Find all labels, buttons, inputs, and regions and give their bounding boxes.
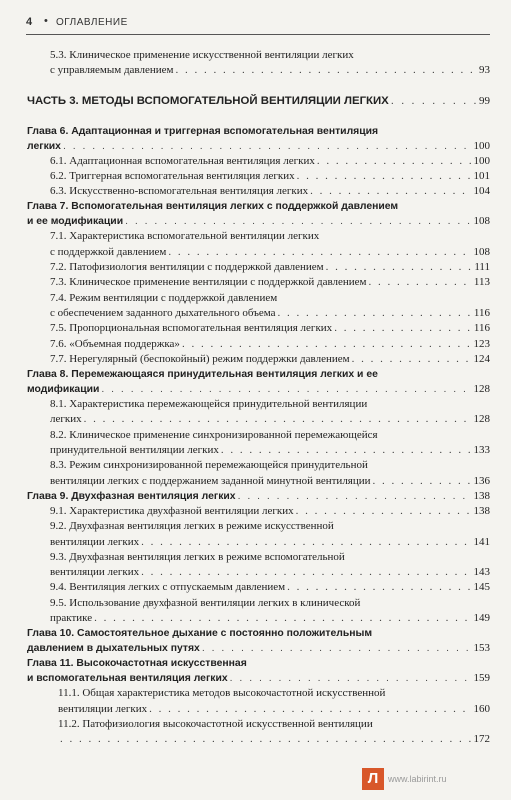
toc-page-number: 124 [473,352,490,365]
leader-dots [391,93,477,110]
toc-entry-text: 7.3. Клиническое применение вентиляции с поддержкой давлением [50,276,367,289]
leader-dots [238,489,472,504]
toc-entry-8-1 [50,397,490,428]
toc-entry-7-6 [50,337,490,352]
toc-entry-8-3 [50,458,490,489]
toc-entry-7-2 [50,260,490,275]
toc-chapter-10 [27,626,490,656]
chapter-title: Глава 10. Самостоятельное дыхание с постоянно положительным [27,628,373,640]
leader-dots [60,732,472,747]
chapter-title: Глава 6. Адаптационная и триггерная вспомогательная вентиляция [27,125,379,137]
toc-entry-text: 6.3. Искусственно-вспомогательная вентиляция легких [50,185,309,198]
toc-page-number: 116 [473,322,490,335]
part-title: ЧАСТЬ 3. МЕТОДЫ ВСПОМОГАТЕЛЬНОЙ ВЕНТИЛЯЦИИ ЛЕГКИХ [27,94,389,107]
toc-page-number: 100 [473,154,490,167]
toc-page-number: 138 [473,489,490,502]
toc-chapter-7 [27,199,490,229]
toc-entry-9-4 [50,580,490,595]
toc-entry-text: 7.5. Пропорциональная вспомогательная вентиляция легких [50,322,333,335]
toc-page-number: 100 [473,139,490,152]
toc-page-number: 159 [473,672,490,685]
chapter-title: и вспомогательная вентиляция легких [27,673,228,685]
toc-entry-text: 9.3. Двухфазная вентиляция легких в режиме вспомогательной [50,550,345,563]
toc-entry-text: вентиляции легких [50,566,140,579]
labirint-logo: Л [362,768,384,790]
toc-entry-text: с управляемым давлением [50,64,174,77]
chapter-title: легких [27,140,61,152]
toc-page-number: 93 [479,64,490,77]
toc-entry-text: вентиляции легких [58,702,148,715]
running-header [26,14,490,35]
toc-entry-7-7 [50,352,490,367]
toc-entry-9-5 [50,596,490,627]
header-bullet: • [44,15,48,27]
toc-entry-line [27,93,490,110]
chapter-title: и ее модификации [27,216,124,228]
toc-page-number: 133 [473,444,490,457]
leader-dots [352,352,472,367]
chapter-title: Глава 9. Двухфазная вентиляция легких [27,490,236,502]
toc-page-number: 172 [473,733,490,746]
leader-dots [202,641,472,656]
toc-entry-6-1 [50,154,490,169]
toc-page-number: 108 [473,215,490,228]
toc-entry-7-1 [50,229,490,260]
toc-page-number: 149 [473,612,490,625]
toc-entry-text: 8.3. Режим синхронизированной перемежающейся принудительной [50,459,368,472]
toc-page-number: 128 [473,413,490,426]
toc-entry-text: 11.2. Патофизиология высокочастотной искусственной вентиляции [58,717,373,730]
toc-page-number: 123 [473,337,490,350]
toc-chapter-6 [27,124,490,154]
toc-entry-text: 6.1. Адаптационная вспомогательная вентиляция легких [50,154,315,167]
toc-page-number: 113 [473,276,490,289]
toc-entry-7-4 [50,291,490,322]
toc-page-number: 116 [473,306,490,319]
toc-entry-text: 9.5. Использование двухфазной вентиляции легких в клинической [50,596,361,609]
chapter-title: модификации [27,384,100,396]
leader-dots [317,154,472,169]
toc-chapter-9 [27,489,490,504]
toc-page-number: 141 [473,535,490,548]
toc-entry-text: 11.1. Общая характеристика методов высокочастотной искусственной [58,687,386,700]
toc-entry-9-1 [50,504,490,519]
leader-dots [141,565,471,580]
toc-page-number: 143 [473,566,490,579]
leader-dots [369,275,472,290]
toc-entry-text: 7.4. Режим вентиляции с поддержкой давлением [50,291,278,304]
toc-entry-text: 9.2. Двухфазная вентиляция легких в режиме искусственной [50,520,334,533]
header-title: ОГЛАВЛЕНИЕ [56,17,128,28]
leader-dots [94,611,471,626]
leader-dots [101,382,471,397]
toc-entry-text: 8.2. Клиническое применение синхронизированной перемежающейся [50,428,378,441]
leader-dots [334,321,472,336]
toc-entry-text: 9.4. Вентиляция легких с отпускаемым давлением [50,581,286,594]
toc-entry-11-1 [58,686,490,717]
toc-entry-text: 6.2. Триггерная вспомогательная вентиляция легких [50,169,295,182]
toc-entry-text: 7.7. Нерегулярный (беспокойный) режим поддержки давлением [50,352,350,365]
toc-entry-6-2 [50,169,490,184]
toc-entry-7-5 [50,321,490,336]
toc-entry-text: 7.6. «Объемная поддержка» [50,337,180,350]
toc-chapter-8 [27,367,490,397]
toc-page-number: 136 [473,474,490,487]
toc-page-number: 108 [473,245,490,258]
leader-dots [297,169,472,184]
toc-entry-text: вентиляции легких с поддержанием заданной минутной вентиляции [50,474,371,487]
toc-entry-text: 8.1. Характеристика перемежающейся принудительной вентиляции [50,398,368,411]
leader-dots [230,671,472,686]
toc-page-number: 99 [479,94,490,107]
chapter-title: Глава 11. Высокочастотная искусственная [27,658,247,670]
toc-entry-text: практике [50,612,93,625]
leader-dots [182,337,472,352]
toc-entry-text: принудительной вентиляции легких [50,444,219,457]
toc-page-number: 153 [473,642,490,655]
page-number: 4 [26,16,33,28]
toc-entry-text: легких [50,413,82,426]
toc-entry-text: 7.2. Патофизиология вентиляции с поддержкой давлением [50,261,324,274]
toc-page-number: 111 [474,261,490,274]
leader-dots [287,580,471,595]
toc-page-number: 104 [473,185,490,198]
toc-entry-6-3 [50,184,490,199]
leader-dots [326,260,473,275]
toc-entry-text: 9.1. Характеристика двухфазной вентиляции легких [50,504,294,517]
table-of-contents [27,48,490,748]
leader-dots [125,214,471,229]
leader-dots [149,702,471,717]
toc-chapter-11 [27,656,490,686]
toc-page-number: 138 [473,504,490,517]
leader-dots [296,504,472,519]
leader-dots [310,184,471,199]
toc-entry-text: 7.1. Характеристика вспомогательной вентиляции легких [50,230,320,243]
toc-entry-5-3 [50,48,490,79]
leader-dots [373,474,472,489]
leader-dots [168,245,471,260]
toc-entry-text: с обеспечением заданного дыхательного объема [50,306,276,319]
chapter-title: давлением в дыхательных путях [27,643,200,655]
leader-dots [221,443,472,458]
chapter-title: Глава 8. Перемежающаяся принудительная вентиляция легких и ее [27,369,378,381]
leader-dots [84,412,472,427]
toc-entry-line [50,63,490,78]
toc-entry-text: вентиляции легких [50,535,140,548]
toc-entry-8-2 [50,428,490,459]
toc-page-number: 101 [473,169,490,182]
toc-entry-9-2 [50,519,490,550]
toc-entry-text: с поддержкой давлением [50,245,167,258]
toc-entry-9-3 [50,550,490,581]
watermark-text: www.labirint.ru [388,774,447,784]
leader-dots [63,139,472,154]
chapter-title: Глава 7. Вспомогательная вентиляция легких с поддержкой давлением [27,201,399,213]
toc-page-number: 145 [473,581,490,594]
toc-entry-11-2 [58,717,490,748]
toc-entry-line [27,139,490,154]
leader-dots [141,535,471,550]
leader-dots [175,63,477,78]
leader-dots [278,306,472,321]
toc-entry-7-3 [50,275,490,290]
toc-entry-text: 5.3. Клиническое применение искусственной вентиляции легких [50,49,354,61]
toc-part-3 [27,93,490,110]
toc-page-number: 160 [473,702,490,715]
toc-page-number: 128 [473,383,490,396]
